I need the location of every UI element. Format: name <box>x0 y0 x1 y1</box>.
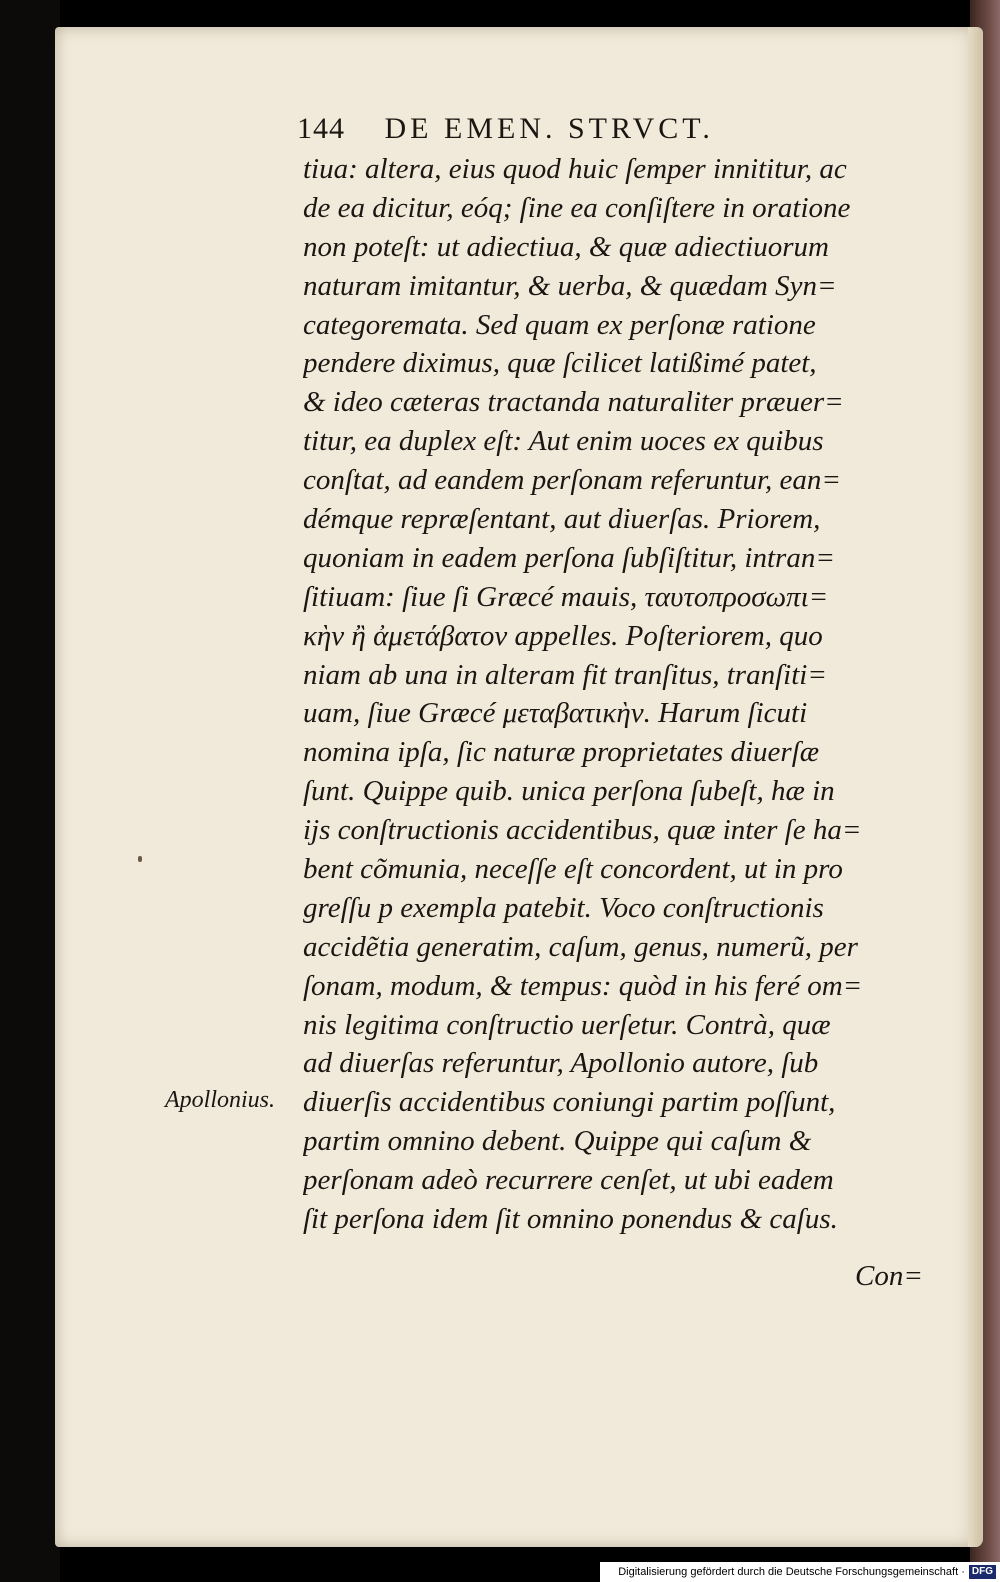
text-line: ſonam, modum, & tempus: quòd in his feré om= <box>303 969 863 1002</box>
text-line: bent cõmunia, neceſſe eſt concordent, ut in pro <box>303 853 843 886</box>
credit-text: Digitalisierung gefördert durch die Deutsche Forschungsgemeinschaft <box>618 1566 959 1578</box>
text-line: ad diuerſas referuntur, Apollonio autore, ſub <box>303 1047 819 1080</box>
text-line: nomina ipſa, ſic naturæ proprietates diuerſæ <box>303 736 820 769</box>
digitization-credit: Digitalisierung gefördert durch die Deutsche Forschungsgemeinschaft · DFG <box>600 1562 1000 1582</box>
text-line: nis legitima conſtructio uerſetur. Contrà, quæ <box>303 1008 831 1041</box>
page-edge <box>968 27 982 1547</box>
text-line: ſitiuam: ſiue ſi Græcé mauis, ταυτοπροσωπι= <box>303 580 829 613</box>
text-line: & ideo cæteras tractanda naturaliter præuer= <box>303 386 844 419</box>
text-line: tiua: altera, eius quod huic ſemper innititur, ac <box>303 153 847 185</box>
text-line: niam ab una in alteram fit tranſitus, tranſiti= <box>303 658 827 691</box>
text-line: de ea dicitur, eóq; ſine ea conſiſtere in oratione <box>303 191 851 224</box>
text-line: naturam imitantur, & uerba, & quædam Syn= <box>303 269 837 302</box>
text-line: partim omnino debent. Quippe qui caſum & <box>303 1125 812 1158</box>
dfg-logo: DFG <box>969 1565 996 1579</box>
text-line: uam, ſiue Græcé μεταβατικὴν. Harum ſicuti <box>303 697 808 730</box>
text-line: conſtat, ad eandem perſonam referuntur, ean= <box>303 464 842 497</box>
text-line: titur, ea duplex eſt: Aut enim uoces ex quibus <box>303 425 824 458</box>
text-line: démque repræſentant, aut diuerſas. Priorem, <box>303 503 821 536</box>
text-line: quoniam in eadem perſona ſubſiſtitur, intran= <box>303 541 835 574</box>
text-line: pendere diximus, quæ ſcilicet latißimé patet, <box>303 347 817 380</box>
text-line: ijs conſtructionis accidentibus, quæ inter ſe ha= <box>303 814 862 847</box>
text-line: κὴν ἢ ἀμετάβατον appelles. Poſteriorem, quo <box>303 619 823 652</box>
text-line: ſit perſona idem ſit omnino ponendus & caſus. <box>303 1203 838 1236</box>
text-line: non poteſt: ut adiectiua, & quæ adiectiuorum <box>303 230 829 263</box>
text-line: accidẽtia generatim, caſum, genus, numerũ, per <box>303 930 858 963</box>
catchword: Con= <box>855 1260 923 1292</box>
text-line: ſunt. Quippe quib. unica perſona ſubeſt, hæ in <box>303 775 835 808</box>
text-line: perſonam adeò recurrere cenſet, ut ubi eadem <box>303 1164 834 1197</box>
ink-speck <box>138 856 142 862</box>
text-line: diuerſis accidentibus coniungi partim poſſunt, <box>303 1086 836 1119</box>
running-title: DE EMEN. STRVCT. <box>384 112 714 145</box>
text-line: categoremata. Sed quam ex perſonæ ratione <box>303 308 816 341</box>
book-cover-left <box>0 0 60 1582</box>
page-number: 144 <box>297 112 345 145</box>
running-header <box>297 112 857 152</box>
marginal-note: Apollonius. <box>165 1087 276 1113</box>
body-text <box>303 150 943 1239</box>
text-line: greſſu p exempla patebit. Voco conſtructionis <box>303 891 824 924</box>
